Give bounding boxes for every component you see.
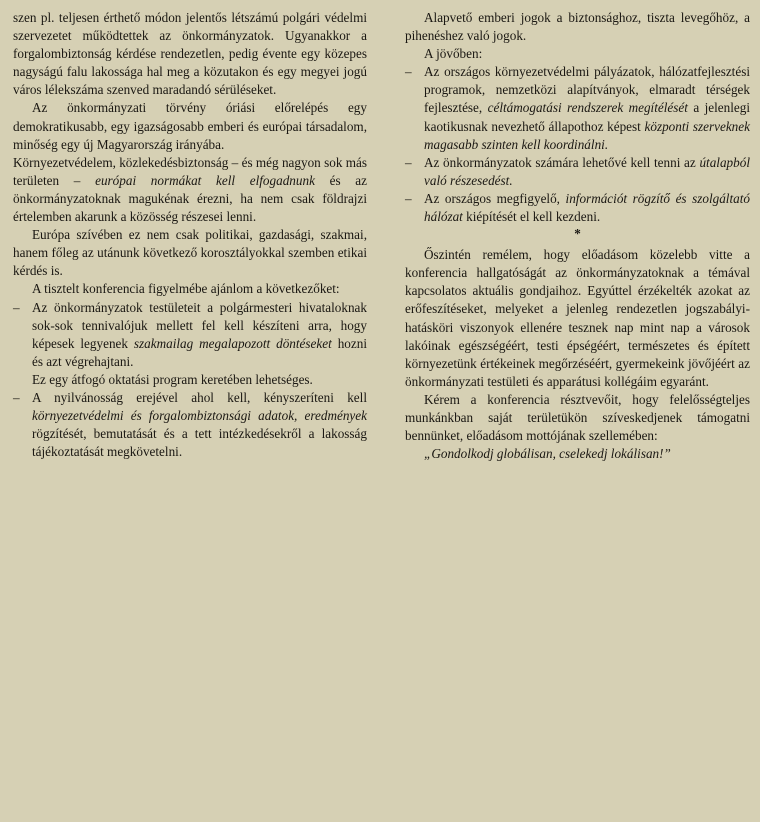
emphasis-grant-systems: céltámogatási rendszerek megítélését <box>487 100 688 116</box>
paragraph-basic-rights: Alapvető emberi jogok a biztonsághoz, tiszta levegőhöz, a pihenéshez való jogok. <box>405 10 750 44</box>
motto-quote: „Gondolkodj globálisan, cselekedj lokálisan!” <box>424 446 671 462</box>
paragraph-local-government-law: Az önkormányzati törvény óriási előrelépés egy demokratikusabb, egy igazságosabb emberi és európai társadalom, minőség egy új Magyarország irányába. <box>13 100 367 152</box>
list-item-road-fund: – Az önkormányzatok számára lehetővé kell tenni az útalapból való részesedést. <box>405 154 750 190</box>
paragraph-recommendations-intro: A tisztelt konferencia figyelmébe ajánlom a következőket: <box>32 281 340 297</box>
paragraph-closing-request: Kérem a konferencia résztvevőit, hogy felelősségteljes munkánkban saját területükön szíveskedjenek támogatni bennünket, előadásom mottójának szellemében: <box>405 391 750 444</box>
emphasis-road-fund: útalapból való részesedést. <box>424 154 750 188</box>
list-item-publicity: – A nyilvánosság erejével ahol kell, kényszeríteni kell környezetvédelmi és forgalombiztonsági adatok, eredmények rögzítését, bemutatását és a tett intézkedésekről a lakosság tájékoztatását megkövetelni. <box>13 389 367 461</box>
emphasis-environment-data: környezetvédelmi és forgalombiztonsági adatok, eredmények <box>32 408 367 424</box>
paragraph-future-heading: A jövőben: <box>424 46 483 62</box>
paragraph-education-program: Ez egy átfogó oktatási program keretében lehetséges. <box>32 371 313 387</box>
left-column <box>13 9 367 461</box>
section-separator: * <box>574 226 581 242</box>
emphasis-central-coordination: központi szerveknek magasabb szinten kell koordinálni. <box>424 118 750 152</box>
emphasis-decisions: szakmailag megalapozott döntéseket <box>133 335 332 351</box>
paragraph-europe-ethics: Európa szívében ez nem csak politikai, gazdasági, szakmai, hanem főleg az utánunk következő korosztályokkal szemben etikai kérdés is. <box>13 227 367 279</box>
list-item-training: – Az önkormányzatok testületeit a polgármesteri hivataloknak sok-sok tennivalójuk mellett fel kell készíteni arra, hogy képesek legyenek szakmailag megalapozott döntéseket hozni és azt végrehajtani. <box>13 299 367 371</box>
list-item-coordination: – Az országos környezetvédelmi pályázatok, hálózatfejlesztési programok, nemzetközi alapítványok, elmaradt térségek fejlesztése, céltámogatási rendszerek megítélését a jelenlegi kaotikusnak nevezhető állapothoz képest központi szerveknek magasabb szinten kell koordinálni. <box>405 63 750 153</box>
right-column <box>405 9 750 463</box>
paragraph-civil-defense: szen pl. teljesen érthető módon jelentős létszámú polgári védelmi szervezetet működtettek az önkormányzatok. Ugyanakkor a forgalombiztonság kérdése rendezetlen, pedig évente egy közepes nagyságú falu lakossága hal meg a közutakon és egy megyei jogú város lélekszáma szenved maradandó sérüléseket. <box>13 10 367 98</box>
paragraph-closing-hope: Őszintén remélem, hogy előadásom közelebb vitte a konferencia hallgatóságát az önkormányzatoknak a témával kapcsolatos aktuális gondjaihoz. Egyúttel érzékelték azokat az erőfeszítéseket, melyeket a jelenleg rendezetlen jogszabályi-hatásköri viszonyok ellenére tesznek nap mint nap a városok lakóinak egészségéért, testi épségéért, természetes és épített környezetünk értékeinek megőrzéséért, gyermekeink jövőjéért az önkormányzati testületi és apparátusi kollégáim egyaránt. <box>405 247 750 389</box>
paragraph-european-norms: Környezetvédelem, közlekedésbiztonság – és még nagyon sok más területen – európai normákat kell elfogadnunk és az önkormányzatoknak magukénak érezni, ha nem csak földrajzi értelemben akarunk a közösség részesei lenni. <box>13 154 367 225</box>
list-item-monitoring-network: – Az országos megfigyelő, információt rögzítő és szolgáltató hálózat kiépítését el kell kezdeni. <box>405 190 750 226</box>
emphasis-network: információt rögzítő és szolgáltató hálózat <box>424 190 750 225</box>
emphasis-european-norms: európai normákat kell elfogadnunk <box>95 172 315 188</box>
